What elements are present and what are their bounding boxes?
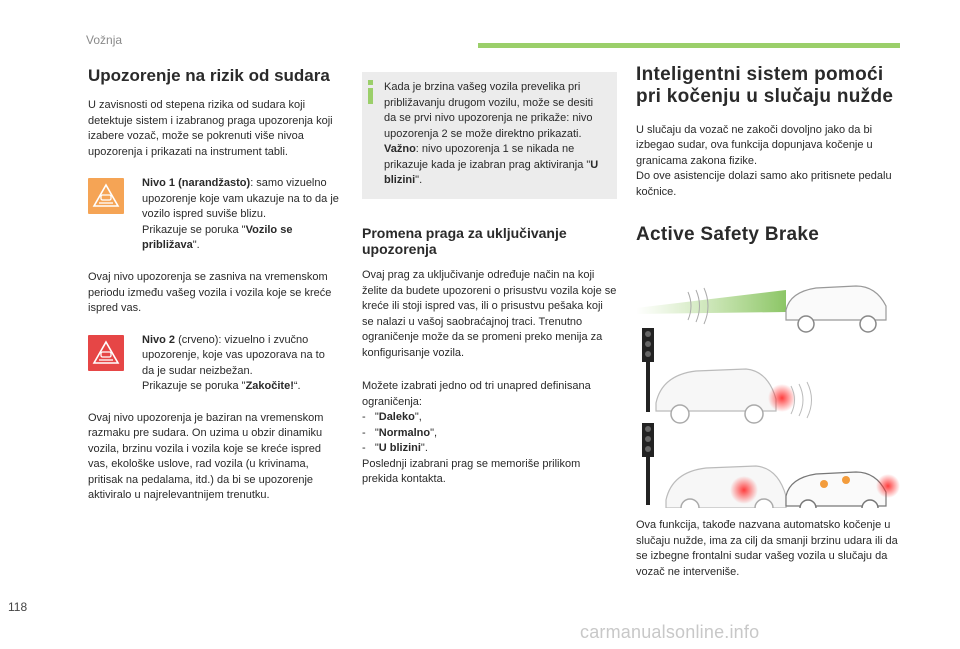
level1-message-suffix: ".: [192, 239, 200, 252]
level1-note: Ovaj nivo upozorenja se zasniva na vremenskom periodu između vašeg vozila i vozila koje se kreće ispred vas.: [88, 271, 332, 315]
threshold-options-block: Možete izabrati jedno od tri unapred definisana ograničenja: - "Daleko", - "Normalno", - "U blizini". Poslednji izabrani prag se memoriše prilikom prekida kontakta.: [362, 380, 591, 486]
brake-assist-paragraph2: Do ove asistencije dolazi samo ako pritisnete pedalu kočnice.: [636, 170, 892, 198]
traffic-light-1: [642, 328, 654, 412]
scene-1: [636, 286, 886, 332]
brake-assist-title: Inteligentni sistem pomoći pri kočenju u slučaju nužde: [636, 64, 894, 108]
info-important-label: Važno: [384, 143, 416, 155]
level2-description: [142, 333, 340, 395]
section-header-bar: [478, 43, 900, 48]
illustration-svg: [636, 268, 902, 508]
brake-light-front-3: [876, 474, 900, 498]
level2-note: Ovaj nivo upozorenja je baziran na vremenskom razmaku pre sudara. On uzima u obzir dinamiku vozila, brzinu vozila i vozila koje se kreće ispred vas, ekološke uslove, rad vozila (u krivinama, pritisak na pedalama, itd.) da bi se upozorenje aktiviralo u najrelevantnijem trenutku.: [88, 411, 324, 502]
info-important-end: ".: [415, 174, 423, 186]
threshold-title: Promena praga za uključivanje upozorenja: [362, 224, 567, 258]
traffic-light-2: [642, 423, 654, 505]
level1-message-prefix: Prikazuje se poruka ": [142, 223, 246, 236]
info-important-value: U blizini: [384, 158, 599, 186]
section-header-title: Vožnja: [86, 33, 123, 47]
brake-assist-text: [636, 123, 906, 201]
level2-label: Nivo 2: [142, 333, 176, 346]
collision-warning-intro: U zavisnosti od stepena rizika od sudara koji detektuje sistem i izabranog praga upozorenja koji izabere vozač, može se pokrenuti više nivoa upozorenja i prikazati na instrument tabli.: [88, 99, 333, 158]
level2-message-suffix: “.: [293, 380, 301, 393]
column-collision-warning: [88, 66, 340, 504]
scene-2: [656, 369, 812, 423]
level1-text: : samo vizuelno upozorenje koje vam ukazuje na to da je vozilo ispred suviše blizu.: [142, 177, 339, 221]
radar-beam-1: [636, 290, 786, 314]
option-normalno: Normalno: [378, 426, 431, 439]
level1-block: [88, 176, 340, 256]
level2-message: Zakočite!: [245, 380, 294, 393]
info-important-text: : nivo upozorenja 1 se nikada ne prikazuje kada je izabran prag aktiviranja ": [384, 143, 591, 171]
option-u-blizini: U blizini: [378, 442, 421, 455]
info-icon: [368, 80, 373, 104]
active-safety-brake-title: Active Safety Brake: [636, 224, 820, 246]
column-threshold: [362, 72, 617, 488]
car-own-2: [656, 369, 776, 411]
level1-description: [142, 176, 340, 254]
memory-text: Poslednji izabrani prag se memoriše prilikom prekida kontakta.: [362, 457, 581, 486]
info-text: Kada je brzina vašeg vozila prevelika pri približavanju drugom vozilu, može se desiti da se prvi nivo upozorenja ne prikaže: nivo upozorenja 2 se može direktno prikazati.: [384, 81, 594, 140]
collision-warning-red-icon: [88, 335, 124, 371]
active-safety-brake-illustration: [636, 268, 902, 508]
page-number: 118: [8, 600, 28, 614]
active-safety-brake-paragraph: Ova funkcija, takođe nazvana automatsko kočenje u slučaju nužde, ima za cilj da smanji brzinu udara ili da se izbegne frontalni sudar vašeg vozila u slučaju da vozač ne interveniše.: [636, 519, 898, 578]
car-front-1: [786, 286, 886, 320]
level1-label: Nivo 1 (narandžasto): [142, 177, 251, 190]
level2-message-prefix: Prikazuje se poruka ": [142, 380, 246, 393]
collision-warning-orange-icon: [88, 178, 124, 214]
option-daleko: Daleko: [378, 411, 415, 424]
active-safety-brake-description: [636, 518, 906, 580]
collision-warning-title: Upozorenje na rizik od sudara: [88, 66, 330, 85]
brake-light-3: [730, 476, 758, 504]
level2-text: (crveno): vizuelno i zvučno upozorenje, koje vas upozorava na to da je sudar neizbežan.: [142, 333, 325, 377]
choose-text: Možete izabrati jedno od tri unapred definisana ograničenja:: [362, 380, 591, 408]
level1-message: Vozilo se približava: [142, 223, 293, 252]
info-box: [362, 72, 617, 199]
brake-assist-paragraph1: U slučaju da vozač ne zakoči dovoljno jako da bi izbegao sudar, ova funkcija dopunjava kočenje u granicama zakona fizike.: [636, 123, 873, 167]
column-brake-assist: [636, 64, 906, 247]
scene-3: [666, 466, 900, 508]
threshold-paragraph: Ovaj prag za uključivanje određuje način na koji želite da budete upozoreni o prisustvu vozila koje se kreće ili stoji ispred vas, ili o prisustvu pešaka koji se nalazi u vašoj saobraćajnoj traci. Trenutno ograničenje može da se promeni preko menija za konfigurisanje vozila.: [362, 269, 617, 359]
level2-block: [88, 333, 340, 397]
watermark-text: carmanualsonline.info: [580, 622, 760, 642]
info-box-text: [384, 80, 607, 189]
